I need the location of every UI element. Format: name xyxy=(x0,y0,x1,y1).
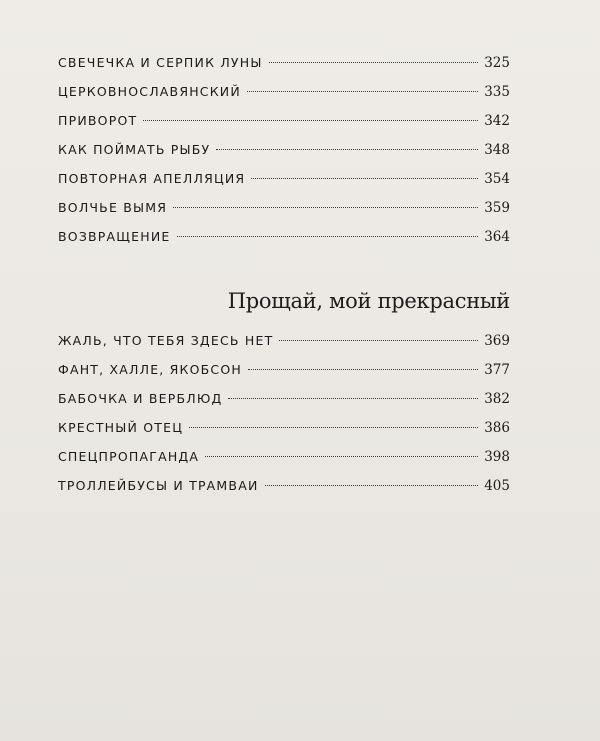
toc-section-2 xyxy=(58,288,510,500)
toc-entry[interactable] xyxy=(58,222,510,251)
toc-entry-title: ЖАЛЬ, ЧТО ТЕБЯ ЗДЕСЬ НЕТ xyxy=(58,333,274,348)
dot-leader xyxy=(177,236,478,237)
toc-entry-title: ВОЛЧЬЕ ВЫМЯ xyxy=(58,200,168,215)
toc-entry[interactable] xyxy=(58,77,510,106)
dot-leader xyxy=(205,456,478,457)
toc-section-1 xyxy=(58,48,510,251)
toc-entry-title: КАК ПОЙМАТЬ РЫБУ xyxy=(58,142,211,157)
dot-leader xyxy=(251,178,478,179)
toc-entry[interactable] xyxy=(58,135,510,164)
dot-leader xyxy=(265,485,479,486)
toc-entry-page: 377 xyxy=(484,362,510,378)
toc-entry-page: 348 xyxy=(484,142,510,158)
toc-entry-page: 369 xyxy=(484,333,510,349)
toc-entry-page: 342 xyxy=(484,113,510,129)
toc-entry-title: ТРОЛЛЕЙБУСЫ И ТРАМВАИ xyxy=(58,478,259,493)
toc-entry-title: ВОЗВРАЩЕНИЕ xyxy=(58,229,171,244)
toc-entry-page: 364 xyxy=(484,229,510,245)
toc-entry-title: КРЕСТНЫЙ ОТЕЦ xyxy=(58,420,184,435)
toc-entry[interactable] xyxy=(58,164,510,193)
dot-leader xyxy=(247,91,478,92)
toc-entry[interactable] xyxy=(58,48,510,77)
dot-leader xyxy=(216,149,478,150)
toc-entry-page: 325 xyxy=(484,55,510,71)
toc-entry-page: 405 xyxy=(484,478,510,494)
dot-leader xyxy=(228,398,478,399)
toc-entry-title: БАБОЧКА И ВЕРБЛЮД xyxy=(58,391,223,406)
toc-entry-page: 382 xyxy=(484,391,510,407)
toc-entry-title: СПЕЦПРОПАГАНДА xyxy=(58,449,200,464)
dot-leader xyxy=(143,120,478,121)
toc-entry[interactable] xyxy=(58,471,510,500)
dot-leader xyxy=(279,340,478,341)
section-title: Прощай, мой прекрасный xyxy=(227,289,510,313)
dot-leader xyxy=(173,207,478,208)
dot-leader xyxy=(189,427,478,428)
dot-leader xyxy=(269,62,478,63)
toc-entry-page: 354 xyxy=(484,171,510,187)
toc-entry-title: ЦЕРКОВНОСЛАВЯНСКИЙ xyxy=(58,84,241,99)
toc-entry-page: 398 xyxy=(484,449,510,465)
dot-leader xyxy=(248,369,478,370)
toc-entry-page: 335 xyxy=(484,84,510,100)
toc-entry-page: 359 xyxy=(484,200,510,216)
toc-entry-title: ПРИВОРОТ xyxy=(58,113,138,128)
toc-entry-page: 386 xyxy=(484,420,510,436)
toc-entry-title: СВЕЧЕЧКА И СЕРПИК ЛУНЫ xyxy=(58,55,263,70)
toc-entry-title: ФАНТ, ХАЛЛЕ, ЯКОБСОН xyxy=(58,362,242,377)
toc-entry[interactable] xyxy=(58,355,510,384)
toc-entry[interactable] xyxy=(58,413,510,442)
toc-entry-title: ПОВТОРНАЯ АПЕЛЛЯЦИЯ xyxy=(58,171,246,186)
toc-entry[interactable] xyxy=(58,384,510,413)
toc-entry[interactable] xyxy=(58,326,510,355)
toc-entry[interactable] xyxy=(58,442,510,471)
toc-entry[interactable] xyxy=(58,193,510,222)
toc-entry[interactable] xyxy=(58,106,510,135)
